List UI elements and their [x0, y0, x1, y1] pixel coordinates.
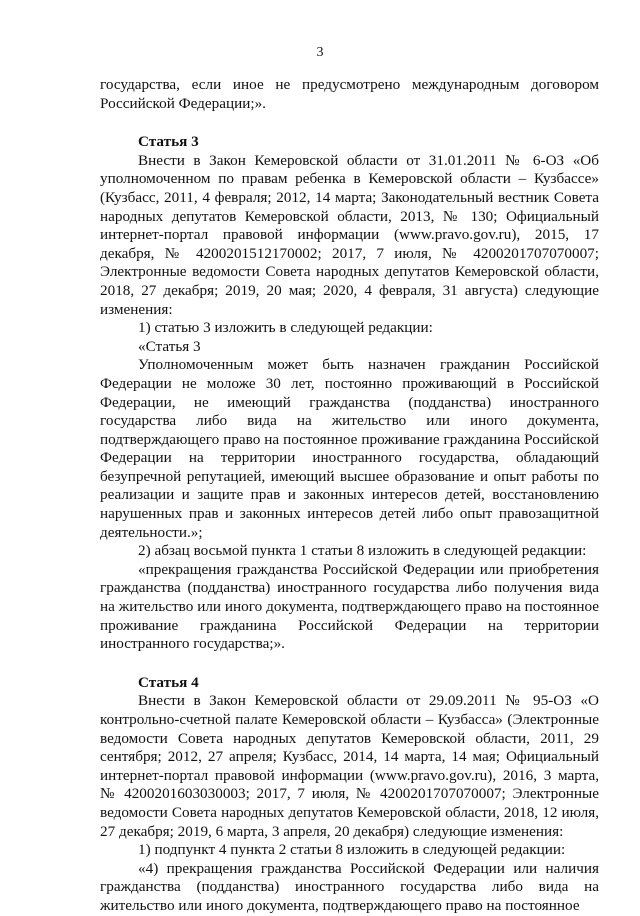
article-3-item-1: 1) статью 3 изложить в следующей редакции: — [138, 319, 433, 337]
article-3-quote-text: Уполномоченным может быть назначен гражданин Российской Федерации не моложе 30 лет, постоянно проживающий в Российской Федерации, не имеющий гражданства (подданства) иностранного государства либо вида на жительство или иного документа, подтверждающего право на постоянное проживание гражданина Российской Федерации на территории иностранного государства, обладающий безупречной репутацией, имеющий высшее образование и опыт работы по реализации и защите прав и законных интересов детей, восстановлению нарушенных прав и законных интересов детей либо опыт правозащитной деятельности.»; — [100, 356, 599, 541]
article-3-heading: Статья 3 — [138, 133, 199, 151]
article-3-quote-title: «Статья 3 — [138, 337, 201, 355]
page-number: 3 — [316, 45, 324, 60]
article-4-intro: Внести в Закон Кемеровской области от 29.09.2011 № 95-ОЗ «О контрольно-счетной палате Кемеровской области – Кузбасса» (Электронные ведомости Совета народных депутатов Кемеровской области, 2011, 29 сентября; 2012, 27 апреля; Кузбасс, 2014, 14 марта, 14 мая; Официальный интернет-портал правовой информации (www.pravo.gov.ru), 2016, 3 марта, № 4200201603030003; 2017, 7 июля, № 4200201707070007; Электронные ведомости Совета народных депутатов Кемеровской области, 2018, 12 июля, 27 декабря; 2019, 6 марта, 3 апреля, 20 декабря) следующие изменения: — [100, 692, 599, 840]
article-4-heading: Статья 4 — [138, 673, 199, 691]
article-4-item-1-text: «4) прекращения гражданства Российской Федерации или наличия гражданства (подданства) иностранного государства либо вида на жительство или иного документа, подтверждающего право на постоянное — [100, 859, 599, 914]
article-3-item-2: 2) абзац восьмой пункта 1 статьи 8 изложить в следующей редакции: — [138, 542, 587, 560]
article-4-item-1: 1) подпункт 4 пункта 2 статьи 8 изложить в следующей редакции: — [138, 841, 566, 859]
continuation-paragraph: государства, если иное не предусмотрено международным договором Российской Федерации;». — [100, 76, 599, 112]
article-3-item-2-text: «прекращения гражданства Российской Федерации или приобретения гражданства (подданства) иностранного государства либо получения вида на жительство или иного документа, подтверждающего право на постоянное проживание гражданина Российской Федерации на территории иностранного государства;». — [100, 560, 599, 653]
document-body — [100, 76, 599, 916]
article-3-intro: Внести в Закон Кемеровской области от 31.01.2011 № 6-ОЗ «Об уполномоченном по правам ребенка в Кемеровской области – Кузбассе» (Кузбасс, 2011, 4 февраля; 2012, 14 марта; Законодательный вестник Совета народных депутатов Кемеровской области, 2013, № 130; Официальный интернет-портал правовой информации (www.pravo.gov.ru), 2015, 17 декабря, № 4200201512170002; 2017, 7 июля, № 4200201707070007; Электронные ведомости Совета народных депутатов Кемеровской области, 2018, 27 декабря; 2019, 20 мая; 2020, 4 февраля, 31 августа) следующие изменения: — [100, 151, 599, 318]
